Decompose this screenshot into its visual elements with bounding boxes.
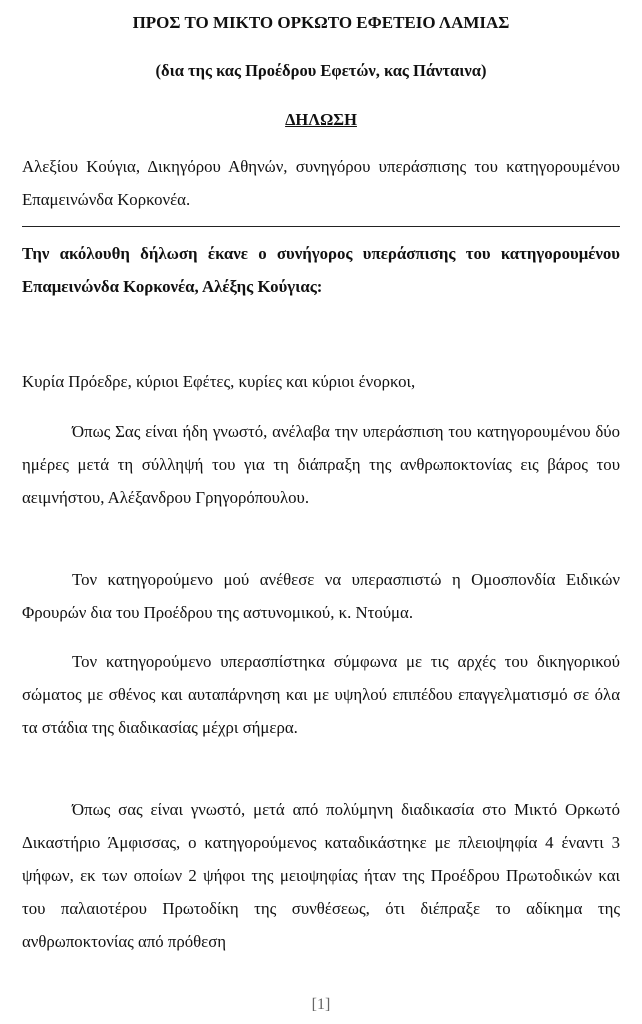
paragraph-1: Όπως Σας είναι ήδη γνωστό, ανέλαβα την υπεράσπιση του κατηγορουμένου δύο ημέρες μετά τη σύλληψή του για τη διάπραξη της ανθρωποκτονίας εις βάρος του αειμνήστου, Αλέξανδρου Γρηγορόπουλου.	[22, 422, 620, 507]
declaration-heading: ΔΗΛΩΣΗ	[285, 110, 357, 129]
author-intro: Αλεξίου Κούγια, Δικηγόρου Αθηνών, συνηγόρου υπεράσπισης του κατηγορουμένου Επαμεινώνδα Κορκονέα.	[22, 157, 620, 209]
salutation: Κυρία Πρόεδρε, κύριοι Εφέτες, κυρίες και κύριοι ένορκοι,	[22, 372, 416, 391]
document-subtitle: (δια της κας Προέδρου Εφετών, κας Πάνταινα)	[155, 61, 487, 80]
paragraph-3: Τον κατηγορούμενο υπερασπίστηκα σύμφωνα με τις αρχές του δικηγορικού σώματος με σθένος και αυταπάρνηση και με υψηλού επιπέδου επαγγελματισμό σε όλα τα στάδια της διαδικασίας μέχρι σήμερα.	[22, 652, 620, 737]
page-number: [1]	[311, 996, 331, 1013]
paragraph-2: Τον κατηγορούμενο μού ανέθεσε να υπερασπιστώ η Ομοσπονδία Ειδικών Φρουρών δια του Προέδρου της αστυνομικού, κ. Ντούμα.	[22, 570, 620, 622]
document-title: ΠΡΟΣ ΤΟ ΜΙΚΤΟ ΟΡΚΩΤΟ ΕΦΕΤΕΙΟ ΛΑΜΙΑΣ	[132, 13, 510, 32]
section-divider	[22, 226, 620, 227]
statement-intro: Την ακόλουθη δήλωση έκανε ο συνήγορος υπεράσπισης του κατηγορουμένου Επαμεινώνδα Κορκονέα, Αλέξης Κούγιας:	[22, 244, 620, 296]
paragraph-4: Όπως σας είναι γνωστό, μετά από πολύμηνη διαδικασία στο Μικτό Ορκωτό Δικαστήριο Άμφισσας, ο κατηγορούμενος καταδικάστηκε με πλειοψηφία 4 έναντι 3 ψήφων, εκ των οποίων 2 ψήφοι της μειοψηφίας ήταν της Προέδρου Πρωτοδικών και του παλαιοτέρου Πρωτοδίκη της συνθέσεως, ότι διέπραξε το αδίκημα της ανθρωποκτονίας από πρόθεση	[22, 800, 620, 951]
